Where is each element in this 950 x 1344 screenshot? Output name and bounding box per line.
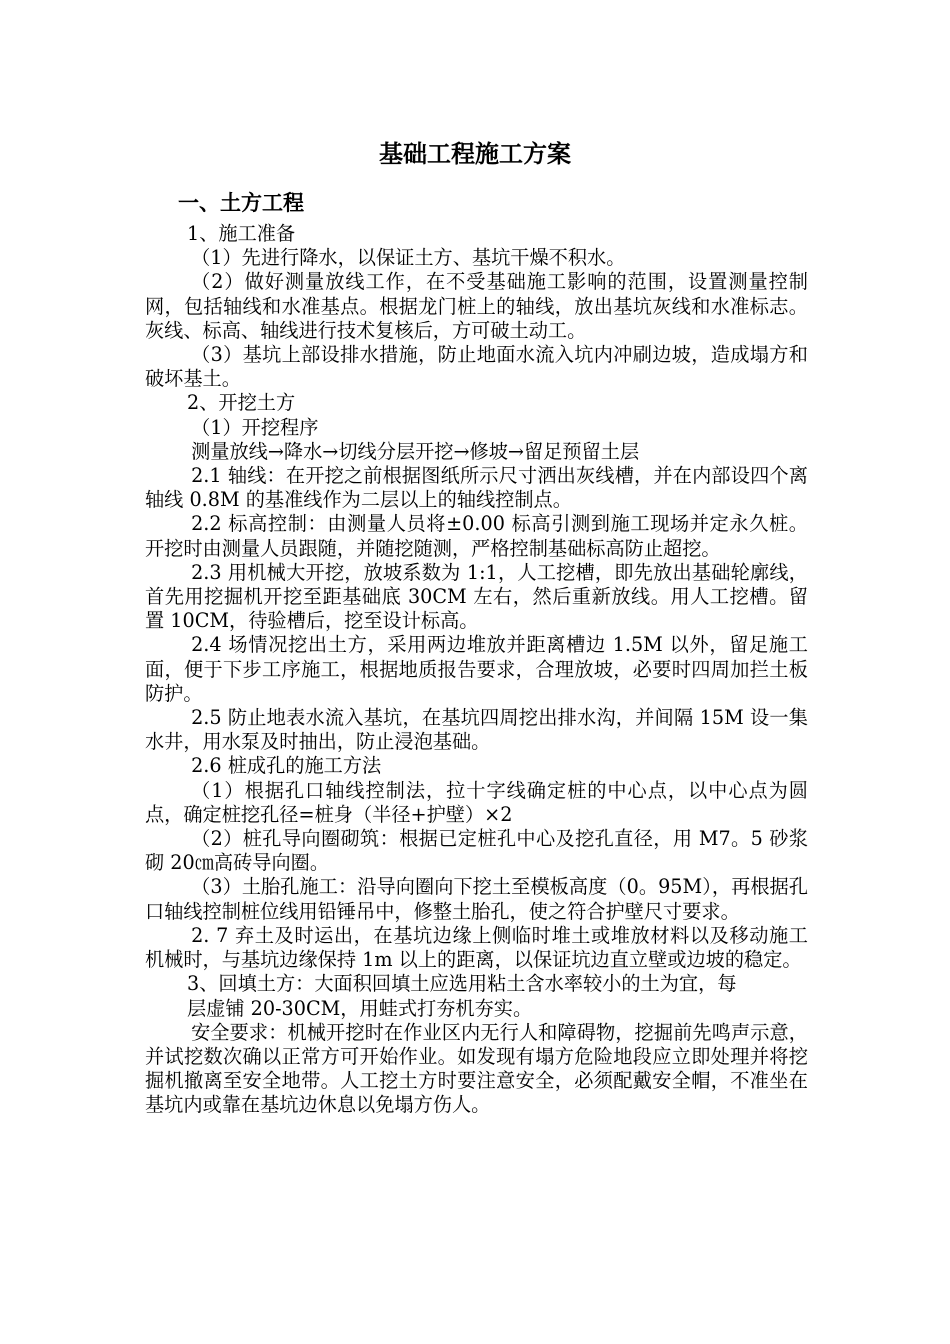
paragraph: 2.2 标高控制：由测量人员将±0.00 标高引测到施工现场并定永久桩。开挖时由测量人员跟随，并随挖随测，严格控制基础标高防止超挖。 bbox=[145, 512, 808, 560]
paragraph: 2.3 用机械大开挖，放坡系数为 1:1，人工挖槽，即先放出基础轮廓线，首先用挖掘机开挖至距基础底 30CM 左右，然后重新放线。用人工挖槽。留置 10CM，待验槽后，挖至设计标高。 bbox=[145, 560, 808, 633]
paragraph: （2）做好测量放线工作，在不受基础施工影响的范围，设置测量控制网，包括轴线和水准基点。根据龙门桩上的轴线，放出基坑灰线和水准标志。灰线、标高、轴线进行技术复核后，方可破土动工。 bbox=[145, 270, 808, 342]
section-heading: 一、土方工程 bbox=[178, 191, 304, 215]
paragraph: （3）土胎孔施工：沿导向圈向下挖土至模板高度（0。95M），再根据孔口轴线控制桩位线用铅锤吊中，修整土胎孔，使之符合护壁尺寸要求。 bbox=[145, 875, 808, 923]
paragraph: 2. 7 弃土及时运出，在基坑边缘上侧临时堆土或堆放材料以及移动施工机械时，与基坑边缘保持 1m 以上的距离，以保证坑边直立壁或边坡的稳定。 bbox=[145, 923, 808, 972]
paragraph: 2.4 场情况挖出土方，采用两边堆放并距离槽边 1.5M 以外，留足施工面，便于下步工序施工，根据地质报告要求，合理放坡，必要时四周加拦土板防护。 bbox=[145, 633, 808, 705]
paragraph: （1）根据孔口轴线控制法，拉十字线确定桩的中心点，以中心点为圆点，确定桩挖孔径=桩身（半径+护壁）×2 bbox=[145, 778, 808, 826]
paragraph: 测量放线→降水→切线分层开挖→修坡→留足预留土层 bbox=[191, 439, 640, 463]
document-body bbox=[145, 222, 808, 1118]
paragraph: 安全要求：机械开挖时在作业区内无行人和障碍物，挖掘前先鸣声示意，并试挖数次确以正常方可开始作业。如发现有塌方危险地段应立即处理并将挖掘机撤离至安全地带。人工挖土方时要注意安全，必须配戴安全帽，不准坐在基坑内或靠在基坑边休息以免塌方伤人。 bbox=[145, 1020, 808, 1117]
paragraph: （1）先进行降水，以保证土方、基坑干燥不积水。 bbox=[191, 246, 626, 270]
subheading: 2、开挖土方 bbox=[187, 391, 296, 415]
subheading: 2.6 桩成孔的施工方法 bbox=[191, 754, 382, 778]
paragraph: 层虚铺 20-30CM，用蛙式打夯机夯实。 bbox=[187, 996, 533, 1020]
subheading: 1、施工准备 bbox=[187, 222, 296, 245]
paragraph: 2.1 轴线：在开挖之前根据图纸所示尺寸洒出灰线槽，并在内部设四个离轴线 0.8M 的基准线作为二层以上的轴线控制点。 bbox=[145, 464, 808, 512]
paragraph: （1）开挖程序 bbox=[191, 415, 319, 439]
paragraph: 2.5 防止地表水流入基坑，在基坑四周挖出排水沟，并间隔 15M 设一集水井，用水泵及时抽出，防止浸泡基础。 bbox=[145, 706, 808, 754]
paragraph: （3）基坑上部设排水措施，防止地面水流入坑内冲刷边坡，造成塌方和破坏基土。 bbox=[145, 343, 808, 391]
document-title: 基础工程施工方案 bbox=[379, 140, 571, 168]
paragraph: 3、回填土方：大面积回填土应选用粘土含水率较小的土为宜，每 bbox=[187, 972, 737, 996]
paragraph: （2）桩孔导向圈砌筑：根据已定桩孔中心及挖孔直径，用 M7。5 砂浆砌 20㎝高砖导向圈。 bbox=[145, 827, 808, 875]
